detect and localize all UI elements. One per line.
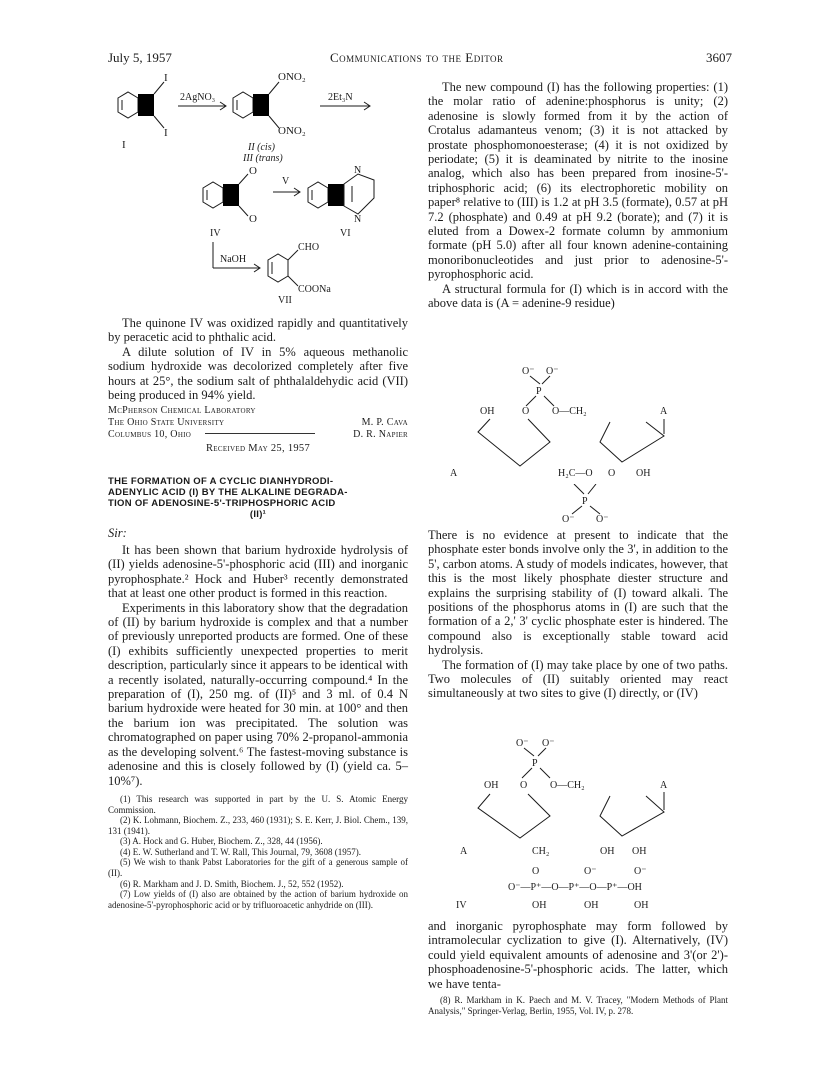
label-compound-IV: IV [210, 228, 221, 239]
reagent-sodium-hydroxide: NaOH [220, 254, 247, 265]
group-aldehyde: CHO [298, 242, 320, 253]
affiliation-city: Columbus 10, Ohio [108, 429, 192, 441]
hydroxyl-group: OH [532, 900, 547, 911]
right-middle-text [428, 528, 728, 701]
label-compound-I: I [122, 139, 126, 151]
label-compound-III: III (trans) [243, 153, 283, 164]
adenine-residue: A [660, 406, 668, 417]
paragraph: The new compound (I) has the following properties: (1) the molar ratio of adenine:phosphorus is unity; (2) adenosine is slowly formed from it by the action of Crotalus adamanteus venom; (3) it is not attacked by prostate phosphomonoesterase; (4) it is not oxidized by periodate; (5) it is deaminated by nitrite to the inosine analog, which also has been prepared from inosine-5'-triphosphoric acid; (6) its electrophoretic mobility on paper⁸ relative to (III) is 1.2 at pH 3.5 (formate), 0.57 at pH 7.2 (phosphate) and 0.49 at pH 9.2 (borate); and (7) it is eluted from a Dowex-2 formate column by ammonium formate (pH 5.0) after all four known adenine-containing monoribonucleotides and just prior to adenosine-5'-pyrophosphoric acid. [428, 80, 728, 282]
methylene-ester: H₂C—O [558, 468, 593, 479]
ester-oxygen: O [520, 780, 528, 791]
paragraph: The formation of (I) may take place by one of two paths. Two molecules of (II) suitably oriented may react simultaneously at two sites to give (I) directly, or (IV) [428, 657, 728, 701]
footnotes [108, 794, 408, 911]
label-compound-VI: VI [340, 228, 351, 239]
adenine-residue: A [660, 780, 668, 791]
group-carboxylate: COONa [298, 284, 331, 295]
paragraph: There is no evidence at present to indicate that the phosphate ester bonds involve only the 3', in addition to the 5', carbon atoms. A study of models indicates, however, that this is the most likely phosphate diester structure and explains the surprising stability of (I) toward alkali. The positions of the phosphorus atoms in (I) are such that the formation of a 2,' 3' cyclic phosphate ester is hindered. The compound also is exceptionally stable toward acid hydrolysis. [428, 528, 728, 658]
footnote: (1) This research was supported in part by the U. S. Atomic Energy Commission. [108, 793, 408, 815]
footnote: (8) R. Markham in K. Paech and M. V. Tracey, "Modern Methods of Plant Analysis," Springer-Verlag, Berlin, 1955, Vol. IV, p. 278. [428, 995, 728, 1016]
right-lower-text [428, 919, 728, 1016]
hydroxyl-group: OH [636, 468, 651, 479]
footnote: (6) R. Markham and J. D. Smith, Biochem. J., 52, 552 (1952). [120, 878, 344, 889]
group-nitrate-2: ONO₂ [278, 125, 306, 137]
article-title-line: THE FORMATION OF A CYCLIC DIANHYDRODI- [108, 476, 334, 487]
phosphate-o-minus: O⁻ [584, 866, 597, 877]
adenine-residue: A [460, 846, 468, 857]
left-lower-text [108, 476, 408, 910]
compound-IV [203, 165, 257, 239]
label-compound-IV: IV [456, 900, 467, 911]
reagent-silver-nitrate: 2AgNO₃ [180, 92, 216, 103]
ester-oxygen: O [532, 866, 540, 877]
phosphate-o-minus: O⁻ [522, 366, 535, 377]
adenine-residue: A [450, 468, 458, 479]
footnote: (7) Low yields of (I) also are obtained by the action of barium hydroxide on adenosine-5'-pyrophosphoric acid or by trifluoroacetic anhydride on (III). [108, 889, 408, 910]
affiliation-block [108, 405, 408, 454]
label-compound-II: II (cis) [248, 142, 275, 153]
atom-iodine-1: I [164, 72, 168, 84]
structure-compound-I-lower [560, 484, 620, 524]
phosphate-o-minus: O⁻ [516, 738, 529, 749]
phosphorus-atom: P [582, 496, 588, 507]
structure-compound-I [450, 364, 720, 484]
paragraph: A structural formula for (I) which is in accord with the above data is (A = adenine-9 residue) [428, 281, 728, 311]
label-compound-VII: VII [278, 295, 292, 305]
atom-nitrogen-1: N [354, 165, 362, 176]
author-napier: D. R. Napier [353, 429, 408, 441]
article-title-line: (II)¹ [249, 509, 267, 520]
hydroxyl-group: OH [632, 846, 647, 857]
paragraph: The quinone IV was oxidized rapidly and quantitatively by peracetic acid to phthalic acid. [108, 316, 408, 345]
atom-oxygen-2: O [249, 213, 257, 225]
compound-II-III [233, 71, 306, 164]
phosphate-o-minus: O⁻ [596, 514, 609, 524]
reaction-scheme [108, 70, 408, 305]
right-upper-text [428, 80, 728, 311]
phosphorus-atom: P [536, 386, 542, 397]
atom-oxygen-1: O [249, 165, 257, 177]
phosphate-o-minus: O⁻ [634, 866, 647, 877]
received-date: Received May 25, 1957 [205, 443, 311, 455]
hydroxyl-group: OH [484, 780, 499, 791]
phosphate-o-minus: O⁻ [562, 514, 575, 524]
hydroxyl-group: OH [480, 406, 495, 417]
footnote: (2) K. Lohmann, Biochem. Z., 233, 460 (1931); S. E. Kerr, J. Biol. Chem., 139, 131 (1941). [108, 815, 408, 836]
compound-VII [268, 242, 331, 305]
compound-VI [308, 165, 374, 239]
footnote: (5) We wish to thank Pabst Laboratories for the gift of a generous sample of (II). [108, 857, 408, 879]
header-date: July 5, 1957 [108, 50, 172, 65]
header-page-number: 3607 [706, 50, 732, 65]
footnote: (4) E. W. Sutherland and T. W. Rall, This Journal, 79, 3608 (1957). [120, 846, 361, 857]
reagent-triethylamine: 2Et₃N [328, 92, 353, 103]
ester-oxygen: O [608, 468, 616, 479]
methylene-ester: O—CH₂ [552, 406, 587, 417]
header-section: Communications to the Editor [330, 50, 504, 65]
phosphorus-atom: P [532, 758, 538, 769]
triphosphate-chain: O⁻—P⁺—O—P⁺—O—P⁺—OH [508, 882, 642, 893]
structure-compound-IV [450, 736, 720, 864]
phosphate-o-minus: O⁻ [542, 738, 555, 749]
compound-I [118, 72, 168, 151]
atom-nitrogen-2: N [354, 214, 362, 225]
atom-iodine-2: I [164, 127, 168, 139]
hydroxyl-group: OH [634, 900, 649, 911]
group-nitrate-1: ONO₂ [278, 71, 306, 83]
methylene-group: CH₂ [532, 846, 550, 857]
hydroxyl-group: OH [584, 900, 599, 911]
footnotes [428, 995, 728, 1016]
article-title-line: ADENYLIC ACID (I) BY THE ALKALINE DEGRADA- [108, 487, 348, 498]
methylene-ester: O—CH₂ [550, 780, 585, 791]
author-cava: M. P. Cava [361, 417, 408, 429]
phosphate-o-minus: O⁻ [546, 366, 559, 377]
reagent-V: V [282, 176, 290, 187]
paragraph: and inorganic pyrophosphate may form followed by intramolecular cyclization to give (I). Alternatively, (IV) could yield equivalent amounts of adenosine and 3'(or 2')-phosphoadenosine-5'-phosphoric acids. The latter, which we have tenta- [428, 919, 728, 991]
footnote: (3) A. Hock and G. Huber, Biochem. Z., 328, 44 (1956). [120, 836, 323, 847]
paragraph: Experiments in this laboratory show that the degradation of (II) by barium hydroxide is complex and that a number of previously unreported products are formed. One of these (I) exhibits sufficiently unexpected properties to merit description, particularly since it appears to be identical with a recently isolated, naturally-occurring compound.⁴ In the preparation of (I), 250 mg. of (II)⁵ and 3 ml. of 0.4 N barium hydroxide were heated for 30 min. at 100° and then the barium ion was precipitated. The solution was chromatographed on paper using 70% 2-propanol-ammonia as the developing solvent.⁶ The fastest-moving substance is adenosine and this is closely followed by (I) (yield ca. 5–10%⁷). [108, 600, 408, 788]
salutation: Sir: [108, 526, 127, 540]
hydroxyl-group: OH [600, 846, 615, 857]
paragraph: It has been shown that barium hydroxide hydrolysis of (II) yields adenosine-5'-phosphoric acid (III) and inorganic pyrophosphate.² Hock and Huber³ recently demonstrated that at least one other product is formed in this reaction. [108, 543, 408, 601]
article-title-line: TION OF ADENOSINE-5'-TRIPHOSPHORIC ACID [108, 498, 336, 509]
paragraph: A dilute solution of IV in 5% aqueous methanolic sodium hydroxide was decolorized completely after five hours at 25°, the sodium salt of phthalaldehydic acid (VII) being produced in 94% yield. [108, 344, 408, 403]
ester-oxygen: O [522, 406, 530, 417]
article-separator [205, 433, 315, 434]
affiliation-lab: McPherson Chemical Laboratory [108, 405, 256, 417]
affiliation-university: The Ohio State University [108, 417, 225, 429]
structure-compound-IV-chain [450, 864, 720, 914]
